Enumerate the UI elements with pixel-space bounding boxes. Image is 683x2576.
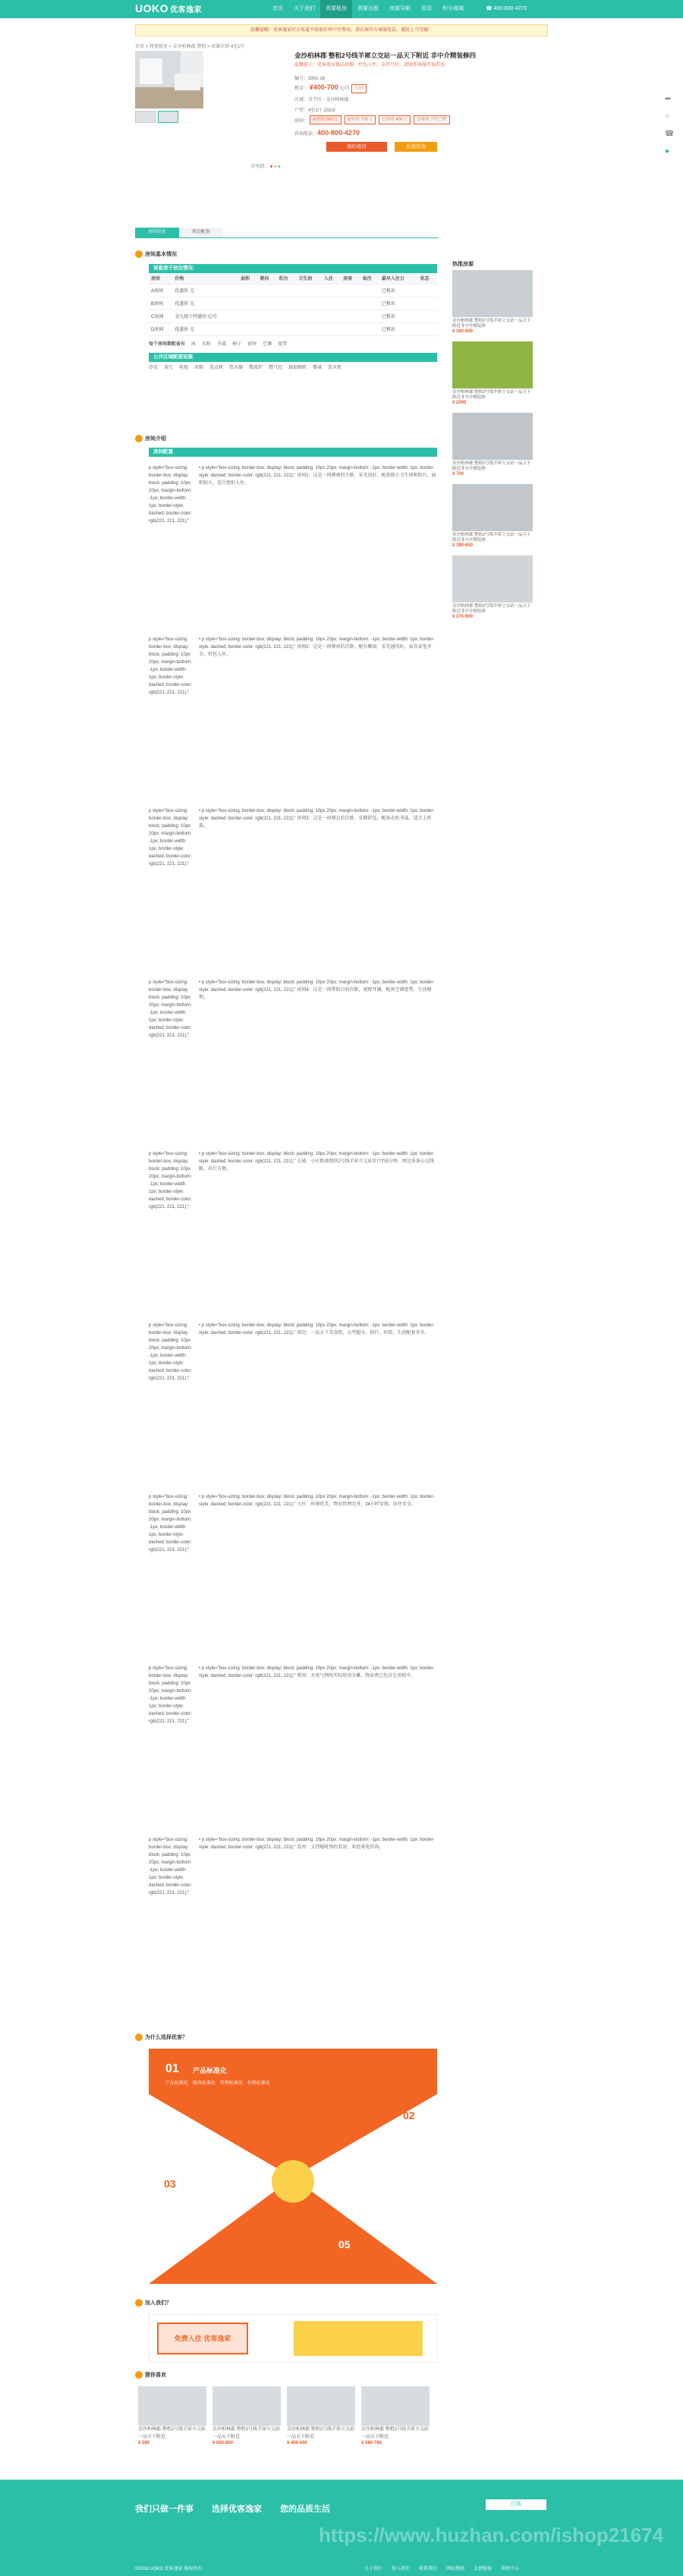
list-item: [149, 979, 437, 1137]
listing-title: 金沙柏林郡 整租2号线羊犀立交站一品天下附近 非中介精装修四: [294, 52, 476, 59]
intro-text: • p style="box-sizing: border-box; display: block; padding: 10px 20px; margin-bottom: -1px; border-width: 1px; border-style: dashed; border-color: rgb(221, 221, 221);" 费用：水电气网按实际使用分摊，物业费已包含在房租中。: [199, 1666, 435, 1678]
room-table-bar: 该套房子居住情况：: [149, 264, 437, 273]
book-viewing-button[interactable]: 预约看房: [326, 142, 387, 152]
nav-item-house-nav[interactable]: 房源导航: [389, 6, 411, 11]
css-source-text: p style="box-sizing: border-box; display: block; padding: 10px 20px; margin-bottom: -1px; border-width: 1px; border-style: dashed; border-color: rgb(221, 221, 221);": [149, 637, 193, 695]
sidebar-image: [452, 484, 533, 531]
similar-image: [212, 2386, 281, 2426]
similar-card[interactable]: [212, 2386, 281, 2445]
similar-card[interactable]: [287, 2386, 355, 2445]
nav-item-let[interactable]: 我要出租: [357, 6, 379, 11]
similar-list: [138, 2386, 442, 2445]
section-icon: [135, 2371, 143, 2379]
footer: [0, 2480, 683, 2576]
similar-price: ¥ 580: [138, 2441, 150, 2445]
sidebar-title: 热推房源: [452, 262, 474, 267]
sidebar-price: ¥ 700: [452, 472, 464, 477]
section-icon: [135, 2033, 143, 2041]
similar-card[interactable]: [361, 2386, 430, 2445]
sidebar-image: [452, 413, 533, 460]
top-header: [0, 0, 683, 18]
css-source-text: p style="box-sizing: border-box; display: block; padding: 10px 20px; margin-bottom: -1px; border-width: 1px; border-style: dashed; border-color: rgb(221, 221, 221);": [149, 1152, 193, 1209]
nav-item-about[interactable]: 关于我们: [294, 6, 315, 11]
sidebar-card[interactable]: [452, 555, 533, 619]
section-icon: [135, 250, 143, 258]
list-item: [149, 1665, 437, 1823]
table-row: B房间 优惠价 元 已租出: [149, 297, 437, 310]
float-toolbar: [665, 95, 675, 156]
section-room-basics: 房间基本情况: [135, 250, 177, 258]
sidebar-card[interactable]: [452, 341, 533, 405]
css-source-text: p style="box-sizing: border-box; display: block; padding: 10px 20px; margin-bottom: -1px; border-width: 1px; border-style: dashed; border-color: rgb(221, 221, 221);": [149, 1666, 193, 1724]
weibo-icon[interactable]: ●: [269, 165, 273, 169]
footer-link[interactable]: 帮助中心: [501, 2567, 520, 2571]
listing-price-row: 租金： ¥400-700 元/月 月付: [294, 83, 370, 93]
room-table: [149, 273, 437, 336]
intro-text: • p style="box-sizing: border-box; display: block; padding: 10px 20px; margin-bottom: -1px; border-width: 1px; border-style: dashed; border-color: rgb(221, 221, 221);" 小区：环境优美，物业管理完善，24小时安保，居住安全。: [199, 1495, 435, 1507]
room-facilities: 每个房间都配备有 床 衣柜 书桌 椅子 窗帘 空调 宽带: [149, 341, 288, 347]
room-option-c[interactable]: C房间 400元: [379, 115, 411, 124]
table-row: C房间 金九银十特惠价元/月 已租出: [149, 310, 437, 322]
css-source-text: p style="box-sizing: border-box; display: block; padding: 10px 20px; margin-bottom: -1px; border-width: 1px; border-style: dashed; border-color: rgb(221, 221, 221);": [149, 466, 193, 524]
intro-text: • p style="box-sizing: border-box; display: block; padding: 10px 20px; margin-bottom: -1px; border-width: 1px; border-style: dashed; border-color: rgb(221, 221, 221);" 房间2：这是一间朝南的次卧，配有飘窗，采光通风好，家具家电齐全，拎包入住。: [199, 637, 435, 657]
footer-link[interactable]: 关于我们: [364, 2567, 383, 2571]
similar-price: ¥ 450-600: [287, 2441, 308, 2445]
price-tag: 月付: [351, 84, 367, 93]
room-table-wrap: [149, 264, 437, 372]
footer-links: [364, 2565, 519, 2571]
css-source-text: p style="box-sizing: border-box; display: block; padding: 10px 20px; margin-bottom: -1px; border-width: 1px; border-style: dashed; border-color: rgb(221, 221, 221);": [149, 1323, 193, 1381]
listing-phone-row: 咨询电话：400-800-4270: [294, 129, 360, 137]
table-row: D房间 优惠价 元 已租出: [149, 322, 437, 335]
intro-text: • p style="box-sizing: border-box; display: block; padding: 10px 20px; margin-bottom: -1px; border-width: 1px; border-style: dashed; border-color: rgb(221, 221, 221);" 看房：支持随时预约看房，欢迎来电咨询。: [199, 1838, 435, 1850]
list-item: [149, 636, 437, 794]
intro-text: • p style="box-sizing: border-box; display: block; padding: 10px 20px; margin-bottom: -1px; border-width: 1px; border-style: dashed; border-color: rgb(221, 221, 221);" 房间4：这是一间带阳台的次卧，视野开阔，配备空调宽带，生活便利。: [199, 980, 435, 1000]
nav-item-news[interactable]: 资讯: [421, 6, 432, 11]
sidebar-price: ¥ 370-600: [452, 615, 474, 619]
similar-image: [287, 2386, 355, 2426]
join-banner[interactable]: 免费入住 优客逸家: [149, 2314, 437, 2363]
listing-subtitle: 温馨提示：优客逸家精品房源，拎包入住，支持月付，请联系客服咨询看房。: [294, 63, 450, 68]
nav-item-mall[interactable]: 积分商城: [442, 6, 464, 11]
notice-bar: 温馨提醒：优客逸家官方渠道不收取任何中介费用，请认准官方客服电话，谨防上当受骗！: [135, 24, 548, 36]
wechat-icon[interactable]: ●: [278, 165, 281, 169]
copyright: ©2016 UOKO 优客逸家 版权所有: [135, 2567, 203, 2571]
list-item: [149, 1493, 437, 1651]
nav-item-rent[interactable]: 我要租房: [320, 0, 352, 18]
sidebar-caption: 金沙柏林郡 整租2号线羊犀立交站一品天下附近非中介精装修: [452, 604, 531, 614]
intro-text: • p style="box-sizing: border-box; display: block; padding: 10px 20px; margin-bottom: -1px; border-width: 1px; border-style: dashed; border-color: rgb(221, 221, 221);" 房间1：这是一间朝南的主卧，采光很好，配备独立卫生间和阳台，面积较大，适合情侣入住。: [199, 466, 436, 486]
sidebar-price: ¥ 380-650: [452, 543, 474, 548]
intro-list: [149, 464, 437, 2008]
intro-text: • p style="box-sizing: border-box; display: block; padding: 10px 20px; margin-bottom: -1px; border-width: 1px; border-style: dashed; border-color: rgb(221, 221, 221);" 房间3：这是一间朝北的次卧，安静舒适，配备衣柜书桌，适合上班族。: [199, 809, 435, 829]
section-icon: [135, 435, 143, 442]
why-items: 产品标准化 服务标准化 管理标准化 价格标准化: [165, 2081, 271, 2086]
section-join: 加入我们？: [135, 2299, 172, 2307]
css-source-text: p style="box-sizing: border-box; display: block; padding: 10px 20px; margin-bottom: -1px; border-width: 1px; border-style: dashed; border-color: rgb(221, 221, 221);": [149, 1838, 193, 1895]
share-icon[interactable]: ➦: [665, 95, 672, 103]
phone-icon[interactable]: ☎: [665, 130, 675, 138]
intro-text: • p style="box-sizing: border-box; display: block; padding: 10px 20px; margin-bottom: -1px; border-width: 1px; border-style: dashed; border-color: rgb(221, 221, 221);" 交通：小区距离地铁2号线羊犀立交站步行约5分钟，周边多条公交线路，出行方便。: [199, 1152, 435, 1172]
similar-caption: 金沙柏林郡 整租2号线羊犀立交站一品天下附近: [212, 2427, 281, 2439]
public-facilities: 沙发 茶几 电视 冰箱 洗衣机 热水器 微波炉 燃气灶 抽油烟机 餐桌 饮水机: [149, 365, 342, 370]
qq-icon[interactable]: ○: [665, 112, 670, 121]
main-photo[interactable]: [135, 51, 203, 109]
public-facilities-bar: 公共区域配套设施: [149, 353, 437, 362]
similar-card[interactable]: [138, 2386, 206, 2445]
qzone-icon[interactable]: ●: [273, 165, 277, 169]
sidebar-image: [452, 555, 533, 602]
footer-slogans: 我们只做一件事 选择优客逸家 您的品质生活: [135, 2505, 330, 2514]
similar-caption: 金沙柏林郡 整租2号线羊犀立交站一品天下附近: [361, 2427, 430, 2439]
online-consult-button[interactable]: 在线咨询: [395, 142, 437, 152]
sidebar-price: ¥ 2000: [452, 401, 467, 405]
footer-link[interactable]: 加入我们: [392, 2567, 411, 2571]
detail-tabs: [135, 228, 439, 238]
sidebar-card[interactable]: [452, 484, 533, 548]
sidebar-card[interactable]: [452, 270, 533, 334]
wechat-float-icon[interactable]: ●: [665, 147, 670, 156]
thumbnail-2[interactable]: [158, 111, 178, 123]
footer-link[interactable]: 网站地图: [446, 2567, 465, 2571]
intro-bar: 房间配置: [149, 448, 437, 457]
listing-area-row: 区域：青羊区 - 金沙柏林郡: [294, 98, 349, 102]
sidebar-caption: 金沙柏林郡 整租2号线羊犀立交站一品天下附近非中介精装修: [452, 319, 531, 329]
intro-text: • p style="box-sizing: border-box; display: block; padding: 10px 20px; margin-bottom: -1px; border-width: 1px; border-style: dashed; border-color: rgb(221, 221, 221);" 周边：一品天下美食街、大型超市、银行、医院，生活配套齐全。: [199, 1323, 435, 1335]
why-banner: 01 产品标准化 产品标准化 服务标准化 管理标准化 价格标准化 02 03 04 05: [149, 2049, 437, 2284]
price-value: ¥400-700: [309, 83, 338, 91]
footer-link[interactable]: 联系我们: [419, 2567, 438, 2571]
tab-room-info[interactable]: 房间信息: [135, 228, 179, 237]
section-icon: [135, 2299, 143, 2307]
sidebar-caption: 金沙柏林郡 整租2号线羊犀立交站一品天下附近非中介精装修: [452, 390, 531, 400]
similar-price: ¥ 580-780: [361, 2441, 382, 2445]
share-row: 分享到： ● ● ●: [250, 165, 281, 169]
sidebar-card[interactable]: [452, 413, 533, 477]
sidebar-image: [452, 270, 533, 317]
watermark: https://www.huzhan.com/ishop21674: [319, 2524, 664, 2546]
thumbnail-1[interactable]: [135, 111, 156, 123]
room-option-d[interactable]: D房间 7月已租: [414, 115, 449, 124]
sidebar-price: ¥ 380-600: [452, 329, 474, 334]
room-option-b[interactable]: B房间 700元: [345, 115, 376, 124]
css-source-text: p style="box-sizing: border-box; display: block; padding: 10px 20px; margin-bottom: -1px; border-width: 1px; border-style: dashed; border-color: rgb(221, 221, 221);": [149, 1495, 193, 1552]
table-header: 房间 价格 面积 朝向 阳台 卫生间 入住 房客 备注 最早入住日 状态: [149, 273, 437, 284]
section-similar: 猜你喜欢: [135, 2371, 166, 2379]
list-item: [149, 1150, 437, 1308]
breadcrumb: 首页 > 我要租房 > 金沙柏林郡 整租 > 房源详情 4室1厅: [135, 45, 245, 49]
similar-price: ¥ 650-800: [212, 2441, 234, 2445]
list-item: [149, 1322, 437, 1480]
table-row: A房间 优惠价 元 已租出: [149, 284, 437, 297]
subscribe-button[interactable]: 订阅: [486, 2499, 546, 2510]
main-nav: [267, 0, 469, 18]
listing-id-row: 编号：3301-16: [294, 77, 326, 81]
similar-image: [361, 2386, 430, 2426]
listing-rooms-row: 房间： A房间 500元 B房间 700元 C房间 400元 D房间 7月已租: [294, 115, 453, 124]
header-phone: ☎ 400-800-4270: [486, 6, 527, 11]
list-item: [149, 464, 437, 622]
logo[interactable]: UOKO 优客逸家: [135, 2, 202, 14]
room-photo-image: [135, 51, 203, 109]
sidebar-caption: 金沙柏林郡 整租2号线羊犀立交站一品天下附近非中介精装修: [452, 533, 531, 543]
listing-layout-row: 户型：4室1厅 102㎡: [294, 109, 336, 113]
tab-surroundings[interactable]: 周边配套: [179, 228, 223, 237]
similar-caption: 金沙柏林郡 整租2号线羊犀立交站一品天下附近: [287, 2427, 355, 2439]
intro-wrap: [149, 448, 437, 457]
css-source-text: p style="box-sizing: border-box; display: block; padding: 10px 20px; margin-bottom: -1px; border-width: 1px; border-style: dashed; border-color: rgb(221, 221, 221);": [149, 980, 193, 1038]
list-item: [149, 807, 437, 965]
footer-link[interactable]: 友情链接: [474, 2567, 493, 2571]
css-source-text: p style="box-sizing: border-box; display: block; padding: 10px 20px; margin-bottom: -1px; border-width: 1px; border-style: dashed; border-color: rgb(221, 221, 221);": [149, 809, 193, 867]
join-illustration: [294, 2321, 423, 2356]
nav-item-home[interactable]: 首页: [272, 6, 283, 11]
section-why: 为什么选择优客？: [135, 2033, 187, 2041]
sidebar-list: [452, 270, 533, 627]
list-item: [149, 1836, 437, 1994]
similar-caption: 金沙柏林郡 整租2号线羊犀立交站一品天下附近: [138, 2427, 206, 2439]
section-room-intro: 房间介绍: [135, 435, 166, 442]
sidebar-caption: 金沙柏林郡 整租2号线羊犀立交站一品天下附近非中介精装修: [452, 461, 531, 471]
similar-image: [138, 2386, 206, 2426]
room-option-a[interactable]: A房间 500元: [310, 115, 342, 124]
sidebar-image: [452, 341, 533, 388]
